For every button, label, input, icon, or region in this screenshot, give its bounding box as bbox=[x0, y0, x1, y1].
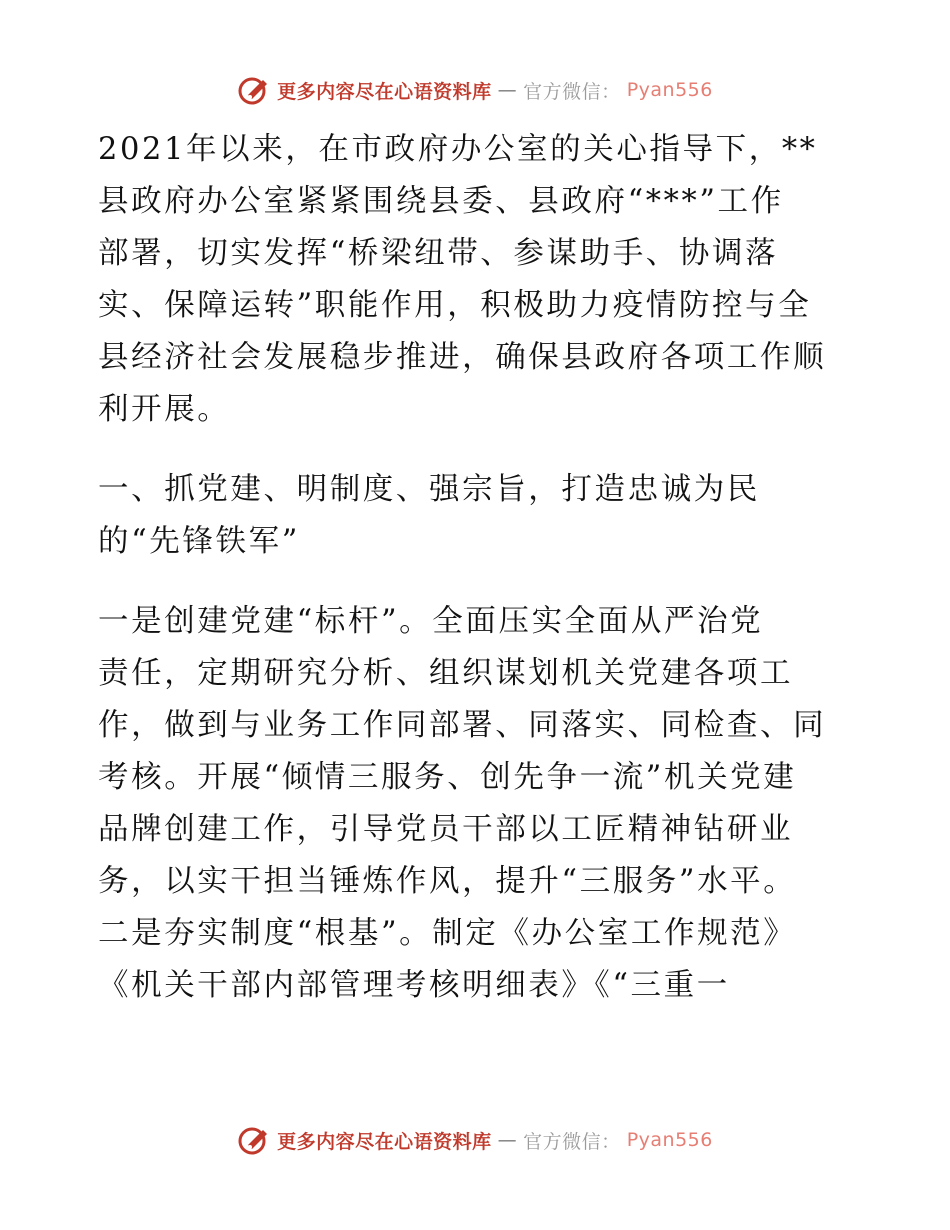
text-line: 品牌创建工作，引导党员干部以工匠精神钻研业 bbox=[98, 812, 794, 847]
text-line: 县政府办公室紧紧围绕县委、县政府“***”工作 bbox=[98, 184, 784, 219]
header-watermark bbox=[0, 68, 950, 112]
text-line: 一是创建党建“标杆”。全面压实全面从严治党 bbox=[98, 604, 764, 639]
watermark-sub-text: 官方微信： bbox=[523, 80, 621, 103]
footer-watermark bbox=[0, 1118, 950, 1162]
text-line: 考核。开展“倾情三服务、创先争一流”机关党建 bbox=[98, 760, 797, 795]
pen-nib-logo-icon bbox=[237, 73, 271, 107]
watermark-wechat-id: Pyan556 bbox=[626, 79, 713, 101]
text-line: 作，做到与业务工作同部署、同落实、同检查、同 bbox=[98, 708, 827, 743]
watermark-dash: — bbox=[497, 1129, 518, 1151]
text-line: 务，以实干担当锤炼作风，提升“三服务”水平。 bbox=[98, 864, 797, 899]
text-line: 二是夯实制度“根基”。制定《办公室工作规范》 bbox=[98, 916, 797, 951]
heading-line: 一、抓党建、明制度、强宗旨，打造忠诚为民 bbox=[98, 472, 760, 507]
section-heading bbox=[98, 464, 858, 568]
heading-line: 的“先锋铁军” bbox=[98, 524, 300, 559]
text-line: 县经济社会发展稳步推进，确保县政府各项工作顺 bbox=[98, 340, 827, 375]
text-line: 《机关干部内部管理考核明细表》《“三重一 bbox=[98, 968, 730, 1003]
text-line: 责任，定期研究分析、组织谋划机关党建各项工 bbox=[98, 656, 794, 691]
document-body bbox=[98, 124, 858, 1012]
text-line: 2021年以来，在市政府办公室的关心指导下，** bbox=[98, 132, 818, 167]
pen-nib-logo-icon bbox=[237, 1123, 271, 1157]
intro-paragraph bbox=[98, 124, 858, 436]
text-line: 利开展。 bbox=[98, 392, 231, 427]
text-line: 实、保障运转”职能作用，积极助力疫情防控与全 bbox=[98, 288, 812, 323]
body-paragraph bbox=[98, 596, 858, 1012]
text-line: 部署，切实发挥“桥梁纽带、参谋助手、协调落 bbox=[98, 236, 779, 271]
watermark-dash: — bbox=[497, 79, 518, 101]
watermark-sub-text: 官方微信： bbox=[523, 1130, 621, 1153]
watermark-main-text: 更多内容尽在心语资料库 bbox=[277, 1130, 492, 1153]
watermark-wechat-id: Pyan556 bbox=[626, 1129, 713, 1151]
watermark-main-text: 更多内容尽在心语资料库 bbox=[277, 80, 492, 103]
